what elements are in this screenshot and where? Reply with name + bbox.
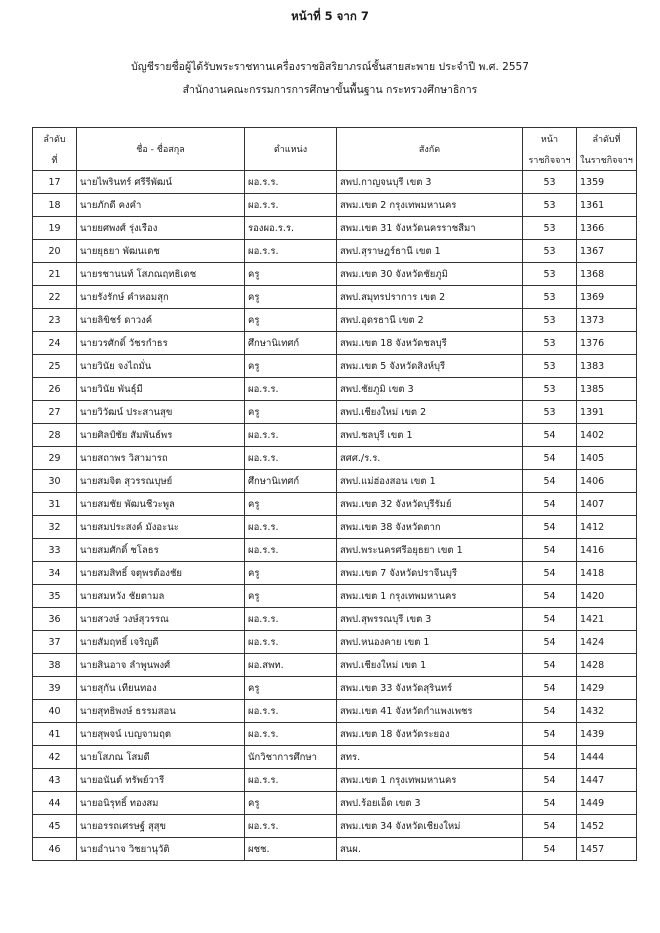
table-row (33, 723, 637, 746)
page-indicator: หน้าที่ 5 จาก 7 (291, 9, 369, 23)
row-agency: สพม.เขต 2 กรุงเทพมหานคร (337, 194, 523, 217)
row-gazette-order: 1449 (577, 792, 637, 815)
row-agency: สพป.ชัยภูมิ เขต 3 (337, 378, 523, 401)
row-position: ครู (245, 585, 337, 608)
row-gazette-page: 53 (523, 263, 577, 286)
row-gazette-order: 1406 (577, 470, 637, 493)
header-page-line2: ราชกิจจาฯ (523, 149, 577, 171)
table-row (33, 263, 637, 286)
row-agency: สพป.แม่ฮ่องสอน เขต 1 (337, 470, 523, 493)
row-name: นายอนิรุทธิ์ ทองสม (77, 792, 245, 815)
row-position: ผอ.ร.ร. (245, 378, 337, 401)
table-row (33, 769, 637, 792)
row-name: นายสมสิทธิ์ จตุพรต้องชัย (77, 562, 245, 585)
row-number: 29 (33, 447, 77, 470)
document-title: บัญชีรายชื่อผู้ได้รับพระราชทานเครื่องราชอิสริยาภรณ์ชั้นสายสะพาย ประจำปี พ.ศ. 2557 (131, 61, 529, 73)
row-gazette-page: 53 (523, 217, 577, 240)
row-name: นายอรรถเศรษฐ์ สุสุข (77, 815, 245, 838)
row-name: นายสมหวัง ชัยตามล (77, 585, 245, 608)
row-gazette-order: 1447 (577, 769, 637, 792)
row-gazette-order: 1412 (577, 516, 637, 539)
row-name: นายวินัย จงไถมั่น (77, 355, 245, 378)
row-agency: สพป.เชียงใหม่ เขต 2 (337, 401, 523, 424)
row-name: นายสุพจน์ เบญจามฤต (77, 723, 245, 746)
row-gazette-order: 1420 (577, 585, 637, 608)
row-number: 36 (33, 608, 77, 631)
row-agency: สพป.เชียงใหม่ เขต 1 (337, 654, 523, 677)
row-name: นายสวงษ์ วงษ์สุวรรณ (77, 608, 245, 631)
row-number: 39 (33, 677, 77, 700)
row-gazette-order: 1385 (577, 378, 637, 401)
row-number: 35 (33, 585, 77, 608)
row-gazette-page: 53 (523, 171, 577, 194)
table-row (33, 562, 637, 585)
row-gazette-order: 1439 (577, 723, 637, 746)
row-number: 30 (33, 470, 77, 493)
table-row (33, 447, 637, 470)
row-gazette-order: 1359 (577, 171, 637, 194)
table-row (33, 217, 637, 240)
row-position: รองผอ.ร.ร. (245, 217, 337, 240)
row-position: ครู (245, 493, 337, 516)
row-agency: สพม.เขต 33 จังหวัดสุรินทร์ (337, 677, 523, 700)
row-number: 32 (33, 516, 77, 539)
row-position: ผอ.ร.ร. (245, 769, 337, 792)
row-agency: สพม.เขต 38 จังหวัดตาก (337, 516, 523, 539)
row-gazette-order: 1376 (577, 332, 637, 355)
row-position: ครู (245, 355, 337, 378)
row-name: นายสถาพร วิสามารถ (77, 447, 245, 470)
row-number: 26 (33, 378, 77, 401)
row-gazette-page: 53 (523, 378, 577, 401)
row-gazette-page: 53 (523, 286, 577, 309)
row-position: ผอ.ร.ร. (245, 194, 337, 217)
row-agency: สพม.เขต 30 จังหวัดชัยภูมิ (337, 263, 523, 286)
row-gazette-page: 54 (523, 769, 577, 792)
row-gazette-order: 1457 (577, 838, 637, 861)
row-position: ผอ.ร.ร. (245, 700, 337, 723)
row-gazette-order: 1367 (577, 240, 637, 263)
table-row (33, 171, 637, 194)
row-agency: สนผ. (337, 838, 523, 861)
row-position: ครู (245, 309, 337, 332)
row-gazette-order: 1432 (577, 700, 637, 723)
row-name: นายภักดี คงคำ (77, 194, 245, 217)
row-number: 31 (33, 493, 77, 516)
row-agency: สพม.เขต 7 จังหวัดปราจีนบุรี (337, 562, 523, 585)
row-gazette-order: 1383 (577, 355, 637, 378)
table-row (33, 631, 637, 654)
row-position: ครู (245, 792, 337, 815)
row-gazette-order: 1452 (577, 815, 637, 838)
row-gazette-page: 54 (523, 631, 577, 654)
row-name: นายไพรินทร์ ศรีรีพัฒน์ (77, 171, 245, 194)
row-name: นายสุทธิพงษ์ ธรรมสอน (77, 700, 245, 723)
row-name: นายสมจิต สุวรรณบุษย์ (77, 470, 245, 493)
row-gazette-order: 1424 (577, 631, 637, 654)
row-position: ครู (245, 677, 337, 700)
table-row (33, 677, 637, 700)
row-gazette-order: 1405 (577, 447, 637, 470)
row-name: นายอำนาจ วิชยานุวัติ (77, 838, 245, 861)
row-number: 24 (33, 332, 77, 355)
header-page-line1: หน้า (523, 128, 577, 150)
row-position: ผอ.ร.ร. (245, 539, 337, 562)
row-gazette-page: 54 (523, 746, 577, 769)
row-name: นายวินัย พันธุ์มี (77, 378, 245, 401)
row-agency: สพม.เขต 5 จังหวัดสิงห์บุรี (337, 355, 523, 378)
row-agency: สพม.เขต 31 จังหวัดนครราชสีมา (337, 217, 523, 240)
row-agency: สพป.สมุทรปราการ เขต 2 (337, 286, 523, 309)
row-gazette-order: 1429 (577, 677, 637, 700)
table-row (33, 815, 637, 838)
row-position: ผชช. (245, 838, 337, 861)
row-agency: สพม.เขต 1 กรุงเทพมหานคร (337, 585, 523, 608)
row-gazette-page: 54 (523, 792, 577, 815)
row-position: ผอ.ร.ร. (245, 815, 337, 838)
row-gazette-page: 54 (523, 539, 577, 562)
row-gazette-page: 54 (523, 470, 577, 493)
row-gazette-order: 1391 (577, 401, 637, 424)
row-number: 19 (33, 217, 77, 240)
header-order-line2: ในราชกิจจาฯ (577, 149, 637, 171)
row-agency: สพป.หนองคาย เขต 1 (337, 631, 523, 654)
table-row (33, 539, 637, 562)
row-position: ผอ.สพท. (245, 654, 337, 677)
row-gazette-order: 1444 (577, 746, 637, 769)
table-row (33, 792, 637, 815)
row-gazette-page: 54 (523, 493, 577, 516)
table-row (33, 286, 637, 309)
row-name: นายสมประสงค์ มังอะนะ (77, 516, 245, 539)
row-gazette-page: 54 (523, 424, 577, 447)
document-subtitle: สำนักงานคณะกรรมการการศึกษาขั้นพื้นฐาน กระทรวงศึกษาธิการ (182, 84, 478, 96)
table-row (33, 240, 637, 263)
row-position: ผอ.ร.ร. (245, 171, 337, 194)
header-agency: สังกัด (337, 128, 523, 171)
row-agency: สพป.ร้อยเอ็ด เขต 3 (337, 792, 523, 815)
row-gazette-page: 54 (523, 677, 577, 700)
row-agency: สพป.ชลบุรี เขต 1 (337, 424, 523, 447)
row-gazette-page: 53 (523, 355, 577, 378)
row-number: 23 (33, 309, 77, 332)
row-position: ผอ.ร.ร. (245, 424, 337, 447)
row-number: 44 (33, 792, 77, 815)
row-position: ครู (245, 263, 337, 286)
row-agency: สทร. (337, 746, 523, 769)
row-gazette-page: 54 (523, 654, 577, 677)
row-position: ครู (245, 401, 337, 424)
row-number: 37 (33, 631, 77, 654)
table-row (33, 838, 637, 861)
table-row (33, 401, 637, 424)
table-body (33, 171, 637, 861)
row-number: 33 (33, 539, 77, 562)
row-gazette-page: 54 (523, 838, 577, 861)
row-gazette-order: 1373 (577, 309, 637, 332)
table-row (33, 378, 637, 401)
row-name: นายศิลป์ชัย สัมพันธ์พร (77, 424, 245, 447)
row-gazette-page: 54 (523, 447, 577, 470)
row-agency: สพป.อุดรธานี เขต 2 (337, 309, 523, 332)
row-gazette-page: 53 (523, 194, 577, 217)
table-row (33, 470, 637, 493)
row-number: 22 (33, 286, 77, 309)
row-agency: สพม.เขต 18 จังหวัดชลบุรี (337, 332, 523, 355)
row-gazette-page: 54 (523, 562, 577, 585)
row-name: นายยศพงศ์ รุ่งเรือง (77, 217, 245, 240)
row-number: 42 (33, 746, 77, 769)
row-name: นายสัมฤทธิ์ เจริญดี (77, 631, 245, 654)
row-gazette-page: 54 (523, 608, 577, 631)
row-number: 21 (33, 263, 77, 286)
row-gazette-order: 1421 (577, 608, 637, 631)
row-position: ผอ.ร.ร. (245, 723, 337, 746)
recipients-table (32, 127, 637, 861)
row-position: ผอ.ร.ร. (245, 608, 337, 631)
row-agency: สพป.สุพรรณบุรี เขต 3 (337, 608, 523, 631)
row-name: นายรังรักษ์ คำหอมสุก (77, 286, 245, 309)
table-row (33, 424, 637, 447)
row-gazette-page: 53 (523, 240, 577, 263)
row-gazette-page: 54 (523, 700, 577, 723)
row-gazette-order: 1407 (577, 493, 637, 516)
row-name: นายรชานนท์ โสภณฤทธิเดช (77, 263, 245, 286)
row-number: 38 (33, 654, 77, 677)
row-number: 45 (33, 815, 77, 838)
table-row (33, 654, 637, 677)
table-row (33, 493, 637, 516)
table-row (33, 516, 637, 539)
row-gazette-order: 1402 (577, 424, 637, 447)
row-number: 46 (33, 838, 77, 861)
row-agency: สพม.เขต 34 จังหวัดเชียงใหม่ (337, 815, 523, 838)
row-position: ผอ.ร.ร. (245, 631, 337, 654)
row-name: นายสมศักดิ์ ชโลธร (77, 539, 245, 562)
row-position: ผอ.ร.ร. (245, 447, 337, 470)
table-row (33, 194, 637, 217)
row-position: ครู (245, 562, 337, 585)
row-agency: สพป.กาญจนบุรี เขต 3 (337, 171, 523, 194)
row-agency: สพม.เขต 1 กรุงเทพมหานคร (337, 769, 523, 792)
row-position: ผอ.ร.ร. (245, 240, 337, 263)
row-gazette-page: 54 (523, 516, 577, 539)
row-gazette-order: 1369 (577, 286, 637, 309)
row-number: 17 (33, 171, 77, 194)
row-agency: สพม.เขต 32 จังหวัดบุรีรัมย์ (337, 493, 523, 516)
row-name: นายลิขิชร์ ดาวงค์ (77, 309, 245, 332)
row-agency: สพป.พระนครศรีอยุธยา เขต 1 (337, 539, 523, 562)
row-name: นายวิวัฒน์ ประสานสุข (77, 401, 245, 424)
header-order-line1: ลำดับที่ (577, 128, 637, 150)
row-name: นายโสภณ โสมดี (77, 746, 245, 769)
row-number: 41 (33, 723, 77, 746)
row-number: 18 (33, 194, 77, 217)
row-position: ศึกษานิเทศก์ (245, 470, 337, 493)
table-header (33, 128, 637, 171)
row-number: 25 (33, 355, 77, 378)
table-row (33, 332, 637, 355)
row-agency: สพม.เขต 18 จังหวัดระยอง (337, 723, 523, 746)
row-number: 40 (33, 700, 77, 723)
row-name: นายสุกัน เทียนทอง (77, 677, 245, 700)
row-gazette-page: 53 (523, 332, 577, 355)
row-position: ผอ.ร.ร. (245, 516, 337, 539)
row-name: นายสินอาจ ลำพูนพงศ์ (77, 654, 245, 677)
row-name: นายวรศักดิ์ วัชรกำธร (77, 332, 245, 355)
row-number: 27 (33, 401, 77, 424)
row-gazette-order: 1418 (577, 562, 637, 585)
row-gazette-page: 53 (523, 309, 577, 332)
row-number: 34 (33, 562, 77, 585)
row-name: นายอนันต์ ทรัพย์วารี (77, 769, 245, 792)
row-gazette-page: 53 (523, 401, 577, 424)
row-gazette-order: 1428 (577, 654, 637, 677)
header-position: ตำแหน่ง (245, 128, 337, 171)
table-row (33, 309, 637, 332)
table-row (33, 608, 637, 631)
row-agency: สพป.สุราษฎร์ธานี เขต 1 (337, 240, 523, 263)
row-agency: สศศ./ร.ร. (337, 447, 523, 470)
row-gazette-order: 1361 (577, 194, 637, 217)
row-number: 20 (33, 240, 77, 263)
row-agency: สพม.เขต 41 จังหวัดกำแพงเพชร (337, 700, 523, 723)
row-gazette-page: 54 (523, 723, 577, 746)
row-position: นักวิชาการศึกษา (245, 746, 337, 769)
header-no-line2: ที่ (33, 149, 77, 171)
table-row (33, 700, 637, 723)
row-name: นายยุธยา พัฒนเดช (77, 240, 245, 263)
header-name: ชื่อ - ชื่อสกุล (77, 128, 245, 171)
table-row (33, 585, 637, 608)
row-position: ศึกษานิเทศก์ (245, 332, 337, 355)
row-position: ครู (245, 286, 337, 309)
table-row (33, 746, 637, 769)
row-gazette-order: 1366 (577, 217, 637, 240)
row-number: 43 (33, 769, 77, 792)
table-row (33, 355, 637, 378)
row-gazette-order: 1416 (577, 539, 637, 562)
header-no-line1: ลำดับ (33, 128, 77, 150)
row-gazette-order: 1368 (577, 263, 637, 286)
row-number: 28 (33, 424, 77, 447)
row-name: นายสมชัย พัฒนชีวะพูล (77, 493, 245, 516)
row-gazette-page: 54 (523, 815, 577, 838)
row-gazette-page: 54 (523, 585, 577, 608)
